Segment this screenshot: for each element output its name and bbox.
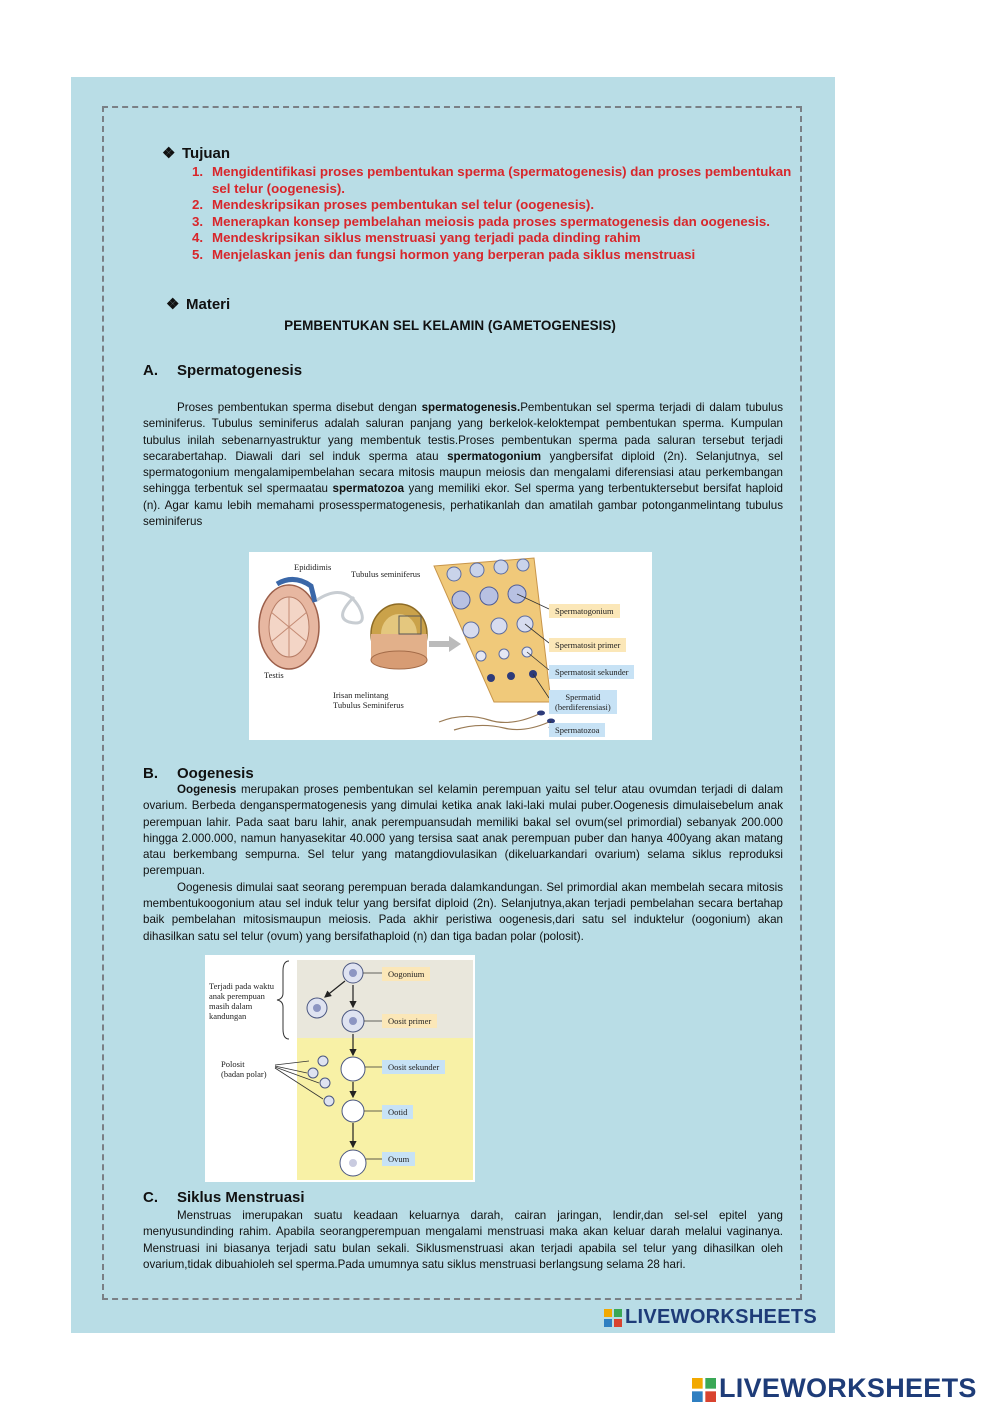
spermatogenesis-figure — [249, 552, 652, 740]
tag-ootid: Ootid — [382, 1105, 413, 1119]
tujuan-heading: ❖ Tujuan — [162, 145, 231, 162]
section-c-paragraph: Menstruas imerupakan suatu keadaan keluarnya darah, cairan jaringan, lendir,dan sel-sel epitel yang menyusundinding rahim. Apabila seorangperempuan mengalami menstruasi maka akan keluar darah melalui vaginanya. Menstruasi ini biasanya terjadi satu bulan sekali. Siklusmenstruasi akan terjadi apabila sel telur yang dihasilkan oleh ovarium,tidak dibuahioleh sel sperma.Pada umumnya satu siklus menstruasi berlangsung selama 28 hari. — [143, 1209, 783, 1271]
label-tubulus: Tubulus seminiferus — [351, 569, 421, 579]
list-item: 5. Menjelaskan jenis dan fungsi hormon yang berperan pada siklus menstruasi — [192, 246, 696, 262]
diamond-bullet-icon: ❖ — [162, 145, 176, 162]
label-irisan-1: Irisan melintang — [333, 690, 389, 700]
liveworksheets-logo-small: LIVEWORKSHEETS — [604, 1306, 817, 1329]
liveworksheets-logo-icon — [604, 1309, 622, 1327]
tag-spermatozoa: Spermatozoa — [549, 723, 605, 737]
liveworksheets-logo-large: LIVEWORKSHEETS — [692, 1373, 977, 1404]
tag-oosit-sekunder: Oosit sekunder — [382, 1060, 445, 1074]
tag-oogonium: Oogonium — [382, 967, 430, 981]
tag-spermatosit-sekunder: Spermatosit sekunder — [549, 665, 634, 679]
label-epididimis: Epididimis — [294, 562, 332, 572]
materi-heading: ❖ Materi — [166, 296, 231, 313]
goals-list — [192, 164, 792, 263]
label-irisan-2: Tubulus Seminiferus — [333, 700, 404, 710]
label-testis: Testis — [264, 670, 284, 680]
tag-spermatid: Spermatid (berdiferensiasi) — [549, 690, 617, 714]
liveworksheets-logo-icon — [692, 1378, 716, 1402]
diamond-bullet-icon: ❖ — [166, 296, 180, 313]
tag-ovum: Ovum — [382, 1152, 415, 1166]
list-item: 3. Menerapkan konsep pembelahan meiosis pada proses spermatogenesis dan oogenesis. — [192, 213, 770, 229]
section-c-heading: C. Siklus Menstruasi — [143, 1189, 305, 1206]
oogenesis-figure — [205, 955, 475, 1182]
tag-spermatogonium: Spermatogonium — [549, 604, 620, 618]
list-item: 2. Mendeskripsikan proses pembentukan sel telur (oogenesis). — [192, 197, 595, 212]
section-a-heading: A. Spermatogenesis — [143, 362, 303, 379]
tag-oosit-primer: Oosit primer — [382, 1014, 437, 1028]
section-b-heading: B. Oogenesis — [143, 765, 254, 782]
list-item: 4. Mendeskripsikan siklus menstruasi yang terjadi pada dinding rahim — [192, 230, 641, 245]
page-title: PEMBENTUKAN SEL KELAMIN (GAMETOGENESIS) — [284, 318, 616, 333]
section-a-paragraph: Proses pembentukan sperma disebut dengan spermatogenesis.Pembentukan sel sperma terjadi di dalam tubulus seminiferus. Tubulus seminiferus adalah saluran panjang yang berkelok-keloktempat pembentukan sperma. Kumpulan tubulus inilah sebenarnyastruktur yang membentuk testis.Proses pembentukan sperma pada saluran tersebut terjadi secarabertahap. Diawali dari sel induk sperma atau spermatogonium yangbersifat diploid (2n). Selanjutnya, sel spermatogonium mengalamipembelahan secara mitosis maupun meiosis dan mengalami diferensiasi atau perkembangan sehingga terbentuk sel spermaatau spermatozoa yang memiliki ekor. Sel sperma yang terbentuktersebut bersifat haploid (n). Agar kamu lebih memahami prosesspermatogenesis, perhatikanlah dan amatilah gambar potonganmelintang tubulus seminiferus — [143, 401, 783, 529]
oogenesis-note: Terjadi pada waktu anak perempuan masih dalam kandungan — [209, 981, 275, 1021]
tag-spermatosit-primer: Spermatosit primer — [549, 638, 626, 652]
list-item: 1. Mengidentifikasi proses pembentukan sperma (spermatogenesis) dan proses pembentukan sel telur (oogenesis). — [192, 164, 792, 196]
section-b-paragraphs: Oogenesis merupakan proses pembentukan sel kelamin perempuan yaitu sel telur atau ovumdan terjadi di dalam ovarium. Berbeda denganspermatogenesis yang dimulai ketika anak laki-laki mulai puber.Oogenesis dimulaisebelum anak perempuan lahir. Pada saat baru lahir, anak perempuansudah memiliki bakal sel ovum(sel primordial) sebanyak 200.000 hingga 2.000.000, namun hanyasekitar 40.000 yang tersisa saat anak perempuan puber dan hanya 400yang akan matang atau berkembang sempurna. Sel telur yang matangdiovulasikan (dikeluarkandari ovarium) selama siklus reproduksi perempuan. Oogenesis dimulai saat seorang perempuan berada dalamkandungan. Sel primordial akan membelah secara mitosis membentukoogonium atau sel induk telur yang bersifat diploid (2n). Selanjutnya,akan terjadi pembelahan secara bertahap baik pembelahan mitosismaupun meiosis. Pada akhir peristiwa oogenesis,dari satu sel induktelur (oogonium) akan dihasilkan satu sel telur (ovum) yang bersifathaploid (n) dan tiga badan polar (polosit). — [143, 783, 783, 943]
polosit-label: Polosit (badan polar) — [221, 1059, 267, 1079]
